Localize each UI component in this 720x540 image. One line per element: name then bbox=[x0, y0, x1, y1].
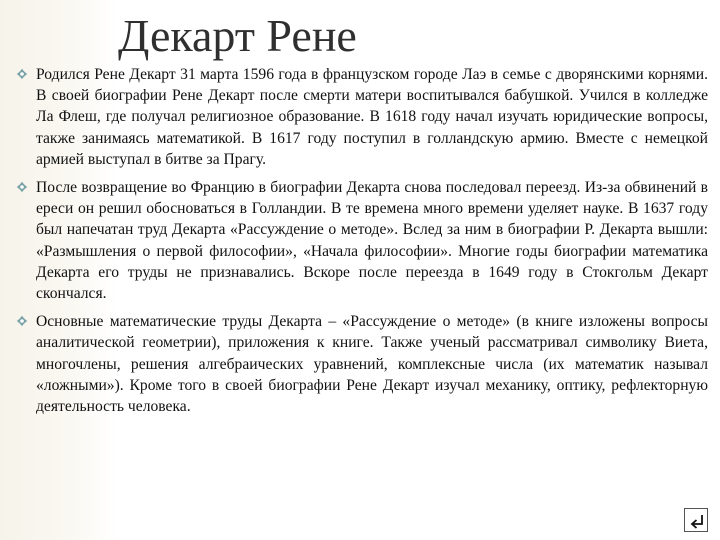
list-item bbox=[14, 64, 708, 170]
list-item bbox=[14, 177, 708, 304]
paragraph-text: После возвращение во Францию в биографии Декарта снова последовал переезд. Из-за обвинений в ереси он решил обосноваться в Голландии. В те времена много времени уделяет науке. В 1637 году был напечатан труд Декарта «Рассуждение о методе». Вслед за ним в биографии Р. Декарта вышли: «Размышления о первой философии», «Начала философии». Многие годы биографии математика Декарта его труды не признавались. Вскоре после переезда в 1649 году в Стокгольм Декарт скончался. bbox=[36, 179, 708, 303]
fleuron-bullet-icon bbox=[16, 315, 28, 327]
paragraph-text: Основные математические труды Декарта – «Рассуждение о методе» (в книге изложены вопросы аналитической геометрии), приложения к книге. Также ученый рассматривал символику Виета, многочлены, решения алгебраических уравнений, комплексные числа (их математик называл «ложными»). Кроме того в своей биографии Рене Декарт изучал механику, оптику, рефлекторную деятельность человека. bbox=[36, 313, 708, 416]
paragraph-text: Родился Рене Декарт 31 марта 1596 года в французском городе Лаэ в семье с дворянскими корнями. В своей биографии Рене Декарт после смерти матери воспитывался бабушкой. Учился в колледже Ла Флеш, где получал религиозное образование. В 1618 году начал изучать юридические вопросы, также занимаясь математикой. В 1617 году поступил в голландскую армию. Вместе с немецкой армией выступал в битве за Прагу. bbox=[36, 66, 708, 168]
title-area bbox=[0, 0, 720, 72]
slide-title: Декарт Рене bbox=[118, 10, 357, 61]
return-arrow-icon bbox=[685, 509, 709, 533]
fleuron-bullet-icon bbox=[16, 181, 28, 193]
return-navigation-button[interactable] bbox=[684, 508, 708, 532]
fleuron-bullet-icon bbox=[16, 68, 28, 80]
bullet-list bbox=[14, 64, 708, 424]
list-item bbox=[14, 311, 708, 417]
